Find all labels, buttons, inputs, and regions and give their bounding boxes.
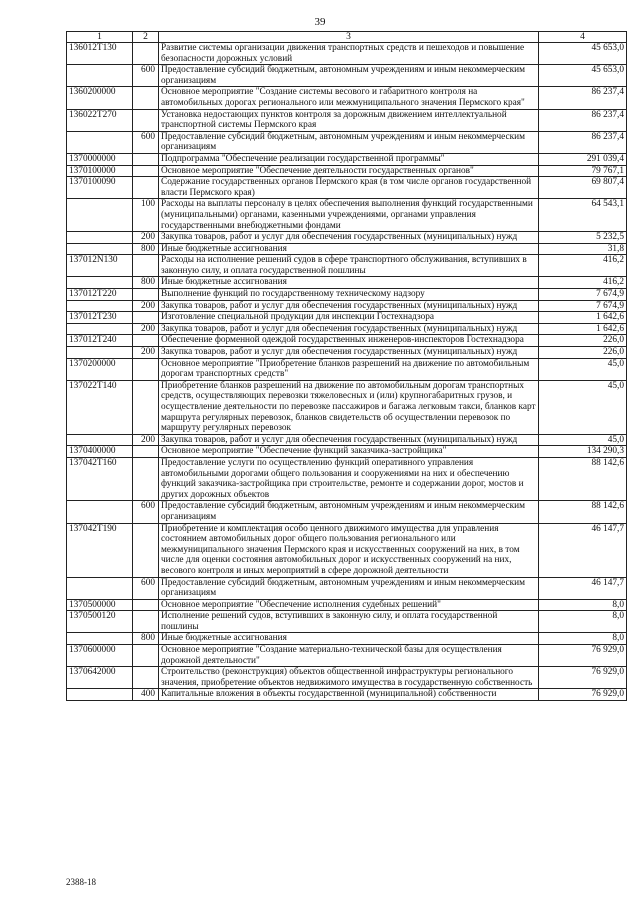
target-article-cell bbox=[67, 65, 133, 87]
description-cell: Предоставление субсидий бюджетным, автономным учреждениям и иным некоммерческим организациям bbox=[159, 577, 539, 599]
target-article-cell bbox=[67, 347, 133, 359]
budget-table bbox=[66, 31, 627, 701]
amount-cell: 416,2 bbox=[539, 277, 627, 289]
expense-type-cell bbox=[133, 523, 159, 577]
target-article-cell: 1370100090 bbox=[67, 177, 133, 199]
expense-type-cell: 400 bbox=[133, 689, 159, 701]
amount-cell: 45,0 bbox=[539, 434, 627, 446]
target-article-cell: 137012Т220 bbox=[67, 289, 133, 301]
description-cell: Расходы на исполнение решений судов в сфере транспортного обслуживания, вступивших в законную силу, и оплата государственной пошлины bbox=[159, 255, 539, 277]
amount-cell: 226,0 bbox=[539, 335, 627, 347]
description-cell: Основное мероприятие "Обеспечение функций заказчика-застройщика" bbox=[159, 446, 539, 458]
expense-type-cell bbox=[133, 446, 159, 458]
amount-cell: 8,0 bbox=[539, 611, 627, 633]
table-row bbox=[67, 87, 627, 109]
document-footer-code: 2388-18 bbox=[66, 877, 96, 887]
table-row bbox=[67, 667, 627, 689]
description-cell: Приобретение и комплектация особо ценного движимого имущества для управления состоянием автомобильных дорог общего пользования регионального или межмуниципального значения Пермского края и искусственных сооружений на них, в том числе для оценки состояния автомобильных дорог и искусственных сооружений на них, весового контроля и иных мероприятий в сфере дорожной деятельности bbox=[159, 523, 539, 577]
target-article-cell: 137042Т190 bbox=[67, 523, 133, 577]
target-article-cell: 137012N130 bbox=[67, 255, 133, 277]
description-cell: Закупка товаров, работ и услуг для обеспечения государственных (муниципальных) нужд bbox=[159, 347, 539, 359]
target-article-cell: 1370200000 bbox=[67, 358, 133, 380]
description-cell: Приобретение бланков разрешений на движение по автомобильным дорогам транспортных средств, осуществляющих перевозки тяжеловесных и (или) крупногабаритных грузов, и осуществление деятельности по перевозке пассажиров и багажа легковым такси, бланков карт маршрута регулярных перевозок, бланков свидетельств об осуществлении перевозок по маршруту регулярных перевозок bbox=[159, 380, 539, 434]
table-row bbox=[67, 312, 627, 324]
table-row bbox=[67, 611, 627, 633]
amount-cell: 134 290,3 bbox=[539, 446, 627, 458]
expense-type-cell: 100 bbox=[133, 199, 159, 232]
target-article-cell bbox=[67, 199, 133, 232]
expense-type-cell bbox=[133, 43, 159, 65]
amount-cell: 8,0 bbox=[539, 633, 627, 645]
expense-type-cell bbox=[133, 667, 159, 689]
amount-cell: 45,0 bbox=[539, 358, 627, 380]
expense-type-cell bbox=[133, 645, 159, 667]
target-article-cell bbox=[67, 689, 133, 701]
table-row bbox=[67, 300, 627, 312]
description-cell: Закупка товаров, работ и услуг для обеспечения государственных (муниципальных) нужд bbox=[159, 323, 539, 335]
table-row bbox=[67, 689, 627, 701]
table-row bbox=[67, 457, 627, 500]
expense-type-cell: 600 bbox=[133, 131, 159, 153]
description-cell: Строительство (реконструкция) объектов общественной инфраструктуры регионального значения, приобретение объектов недвижимого имущества в государственную собственность bbox=[159, 667, 539, 689]
description-cell: Выполнение функций по государственному техническому надзору bbox=[159, 289, 539, 301]
description-cell: Основное мероприятие "Создание системы весового и габаритного контроля на автомобильных дорогах регионального или межмуниципального значения Пермского края" bbox=[159, 87, 539, 109]
table-row bbox=[67, 323, 627, 335]
expense-type-cell bbox=[133, 289, 159, 301]
expense-type-cell bbox=[133, 165, 159, 177]
target-article-cell: 136012Т130 bbox=[67, 43, 133, 65]
target-article-cell bbox=[67, 300, 133, 312]
expense-type-cell bbox=[133, 358, 159, 380]
table-row bbox=[67, 645, 627, 667]
target-article-cell bbox=[67, 434, 133, 446]
target-article-cell: 1360200000 bbox=[67, 87, 133, 109]
description-cell: Расходы на выплаты персоналу в целях обеспечения выполнения функций государственными (муниципальными) органами, казенными учреждениями, органами управления государственными внебюджетными фондами bbox=[159, 199, 539, 232]
page-number: 39 bbox=[314, 16, 326, 28]
target-article-cell: 1370642000 bbox=[67, 667, 133, 689]
amount-cell: 7 674,9 bbox=[539, 300, 627, 312]
target-article-cell: 1370500000 bbox=[67, 599, 133, 611]
table-row bbox=[67, 577, 627, 599]
table-row bbox=[67, 633, 627, 645]
table-row bbox=[67, 65, 627, 87]
amount-cell: 69 807,4 bbox=[539, 177, 627, 199]
table-row bbox=[67, 599, 627, 611]
amount-cell: 45 653,0 bbox=[539, 43, 627, 65]
table-row bbox=[67, 232, 627, 244]
description-cell: Основное мероприятие "Создание материально-технической базы для осуществления дорожной деятельности" bbox=[159, 645, 539, 667]
table-row bbox=[67, 165, 627, 177]
expense-type-cell: 800 bbox=[133, 633, 159, 645]
table-row bbox=[67, 277, 627, 289]
table-row bbox=[67, 380, 627, 434]
column-header: 4 bbox=[539, 32, 627, 43]
table-row bbox=[67, 255, 627, 277]
description-cell: Установка недостающих пунктов контроля за дорожным движением интеллектуальной транспортной системы Пермского края bbox=[159, 109, 539, 131]
target-article-cell bbox=[67, 277, 133, 289]
amount-cell: 1 642,6 bbox=[539, 312, 627, 324]
table-row bbox=[67, 243, 627, 255]
header-row bbox=[67, 32, 627, 43]
amount-cell: 226,0 bbox=[539, 347, 627, 359]
description-cell: Подпрограмма "Обеспечение реализации государственной программы" bbox=[159, 153, 539, 165]
description-cell: Иные бюджетные ассигнования bbox=[159, 243, 539, 255]
description-cell: Изготовление специальной продукции для инспекции Гостехнадзора bbox=[159, 312, 539, 324]
description-cell: Закупка товаров, работ и услуг для обеспечения государственных (муниципальных) нужд bbox=[159, 300, 539, 312]
amount-cell: 45 653,0 bbox=[539, 65, 627, 87]
target-article-cell: 1370500120 bbox=[67, 611, 133, 633]
amount-cell: 76 929,0 bbox=[539, 689, 627, 701]
table-row bbox=[67, 347, 627, 359]
expense-type-cell: 200 bbox=[133, 232, 159, 244]
amount-cell: 5 232,5 bbox=[539, 232, 627, 244]
target-article-cell: 1370000000 bbox=[67, 153, 133, 165]
amount-cell: 46 147,7 bbox=[539, 577, 627, 599]
description-cell: Предоставление субсидий бюджетным, автономным учреждениям и иным некоммерческим организациям bbox=[159, 501, 539, 523]
column-header: 2 bbox=[133, 32, 159, 43]
amount-cell: 86 237,4 bbox=[539, 131, 627, 153]
expense-type-cell: 600 bbox=[133, 501, 159, 523]
description-cell: Основное мероприятие "Обеспечение исполнения судебных решений" bbox=[159, 599, 539, 611]
table-row bbox=[67, 43, 627, 65]
table-row bbox=[67, 131, 627, 153]
expense-type-cell bbox=[133, 380, 159, 434]
description-cell: Обеспечение форменной одеждой государственных инженеров-инспекторов Гостехнадзора bbox=[159, 335, 539, 347]
amount-cell: 416,2 bbox=[539, 255, 627, 277]
amount-cell: 79 767,1 bbox=[539, 165, 627, 177]
expense-type-cell: 800 bbox=[133, 243, 159, 255]
expense-type-cell bbox=[133, 335, 159, 347]
expense-type-cell bbox=[133, 599, 159, 611]
table-row bbox=[67, 199, 627, 232]
table-row bbox=[67, 446, 627, 458]
description-cell: Развитие системы организации движения транспортных средств и пешеходов и повышение безопасности дорожных условий bbox=[159, 43, 539, 65]
description-cell: Иные бюджетные ассигнования bbox=[159, 633, 539, 645]
amount-cell: 7 674,9 bbox=[539, 289, 627, 301]
expense-type-cell: 200 bbox=[133, 434, 159, 446]
column-header: 1 bbox=[67, 32, 133, 43]
amount-cell: 88 142,6 bbox=[539, 501, 627, 523]
expense-type-cell bbox=[133, 312, 159, 324]
amount-cell: 8,0 bbox=[539, 599, 627, 611]
description-cell: Основное мероприятие "Обеспечение деятельности государственных органов" bbox=[159, 165, 539, 177]
target-article-cell: 136022Т270 bbox=[67, 109, 133, 131]
expense-type-cell bbox=[133, 177, 159, 199]
description-cell: Предоставление субсидий бюджетным, автономным учреждениям и иным некоммерческим организациям bbox=[159, 65, 539, 87]
amount-cell: 86 237,4 bbox=[539, 87, 627, 109]
target-article-cell: 1370100000 bbox=[67, 165, 133, 177]
amount-cell: 45,0 bbox=[539, 380, 627, 434]
expense-type-cell: 600 bbox=[133, 65, 159, 87]
amount-cell: 46 147,7 bbox=[539, 523, 627, 577]
target-article-cell bbox=[67, 577, 133, 599]
amount-cell: 31,8 bbox=[539, 243, 627, 255]
description-cell: Предоставление услуги по осуществлению функций оперативного управления автомобильными дорогами общего пользования и сооружениями на них и обеспечению функций заказчика-застройщика при строительстве, ремонте и содержании дорог, мостов и других дорожных объектов bbox=[159, 457, 539, 500]
table-row bbox=[67, 335, 627, 347]
expense-type-cell: 200 bbox=[133, 347, 159, 359]
table-row bbox=[67, 434, 627, 446]
expense-type-cell: 800 bbox=[133, 277, 159, 289]
table-row bbox=[67, 358, 627, 380]
table-row bbox=[67, 153, 627, 165]
target-article-cell: 137012Т230 bbox=[67, 312, 133, 324]
description-cell: Основное мероприятие "Приобретение бланков разрешений на движение по автомобильным дорогам транспортных средств" bbox=[159, 358, 539, 380]
expense-type-cell bbox=[133, 153, 159, 165]
expense-type-cell bbox=[133, 457, 159, 500]
column-header: 3 bbox=[159, 32, 539, 43]
description-cell: Предоставление субсидий бюджетным, автономным учреждениям и иным некоммерческим организациям bbox=[159, 131, 539, 153]
amount-cell: 76 929,0 bbox=[539, 667, 627, 689]
table-row bbox=[67, 109, 627, 131]
expense-type-cell bbox=[133, 109, 159, 131]
target-article-cell: 137012Т240 bbox=[67, 335, 133, 347]
target-article-cell bbox=[67, 243, 133, 255]
target-article-cell: 1370400000 bbox=[67, 446, 133, 458]
expense-type-cell bbox=[133, 87, 159, 109]
description-cell: Закупка товаров, работ и услуг для обеспечения государственных (муниципальных) нужд bbox=[159, 232, 539, 244]
table-row bbox=[67, 523, 627, 577]
target-article-cell: 137022Т140 bbox=[67, 380, 133, 434]
description-cell: Исполнение решений судов, вступивших в законную силу, и оплата государственной пошлины bbox=[159, 611, 539, 633]
target-article-cell: 137042Т160 bbox=[67, 457, 133, 500]
expense-type-cell bbox=[133, 255, 159, 277]
description-cell: Закупка товаров, работ и услуг для обеспечения государственных (муниципальных) нужд bbox=[159, 434, 539, 446]
table-row bbox=[67, 501, 627, 523]
amount-cell: 76 929,0 bbox=[539, 645, 627, 667]
amount-cell: 64 543,1 bbox=[539, 199, 627, 232]
amount-cell: 86 237,4 bbox=[539, 109, 627, 131]
amount-cell: 1 642,6 bbox=[539, 323, 627, 335]
table-row bbox=[67, 289, 627, 301]
description-cell: Иные бюджетные ассигнования bbox=[159, 277, 539, 289]
target-article-cell: 1370600000 bbox=[67, 645, 133, 667]
target-article-cell bbox=[67, 633, 133, 645]
table-row bbox=[67, 177, 627, 199]
expense-type-cell: 600 bbox=[133, 577, 159, 599]
target-article-cell bbox=[67, 131, 133, 153]
amount-cell: 88 142,6 bbox=[539, 457, 627, 500]
expense-type-cell: 200 bbox=[133, 300, 159, 312]
description-cell: Капитальные вложения в объекты государственной (муниципальной) собственности bbox=[159, 689, 539, 701]
expense-type-cell bbox=[133, 611, 159, 633]
target-article-cell bbox=[67, 232, 133, 244]
expense-type-cell: 200 bbox=[133, 323, 159, 335]
target-article-cell bbox=[67, 501, 133, 523]
target-article-cell bbox=[67, 323, 133, 335]
description-cell: Содержание государственных органов Пермского края (в том числе органов государственной власти Пермского края) bbox=[159, 177, 539, 199]
amount-cell: 291 039,4 bbox=[539, 153, 627, 165]
